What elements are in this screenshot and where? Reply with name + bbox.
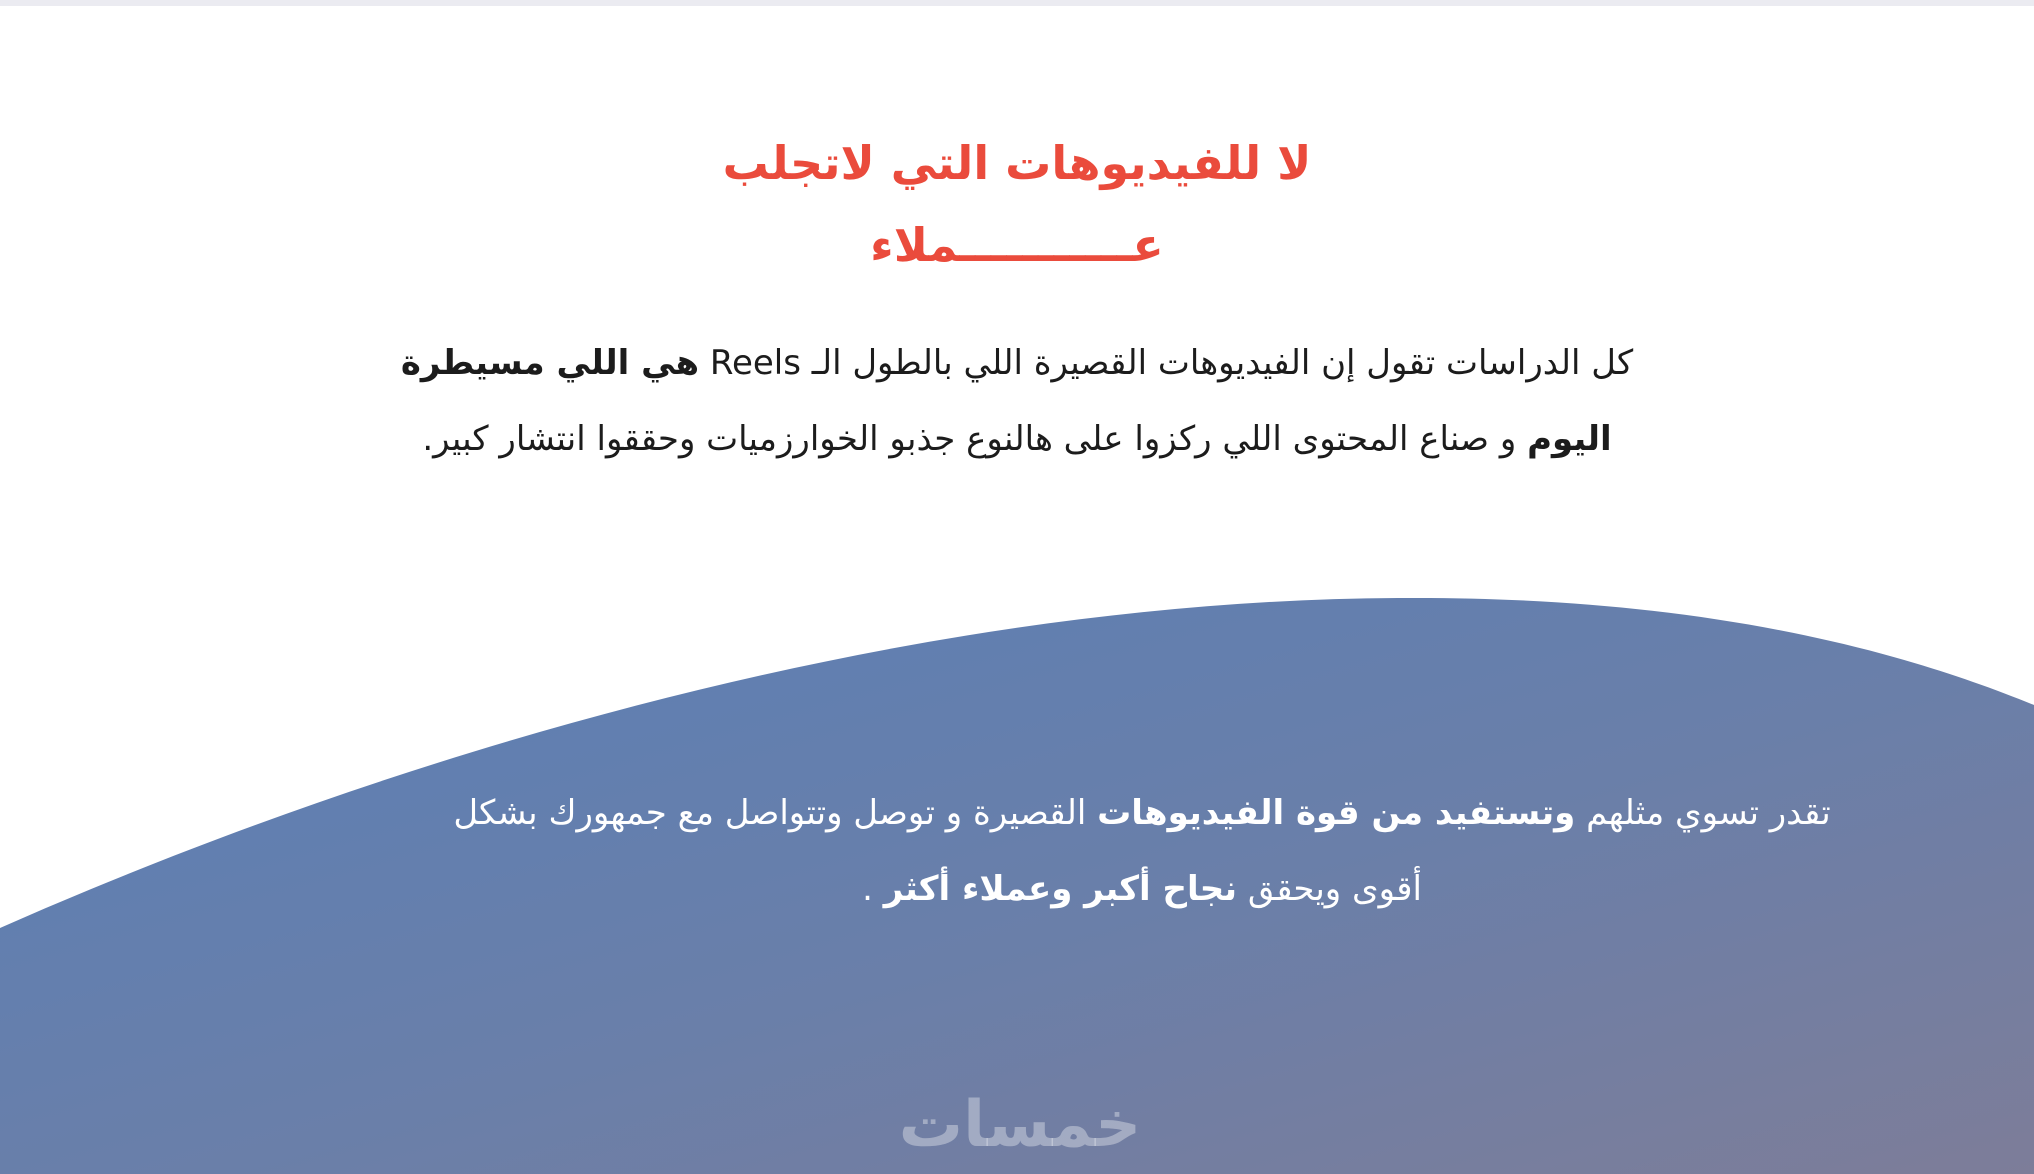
intro-text-1: كل الدراسات تقول إن الفيديوهات القصيرة اللي بالطول الـ Reels bbox=[709, 343, 1634, 383]
cta-text-2: القصيرة و توصل وتتواصل مع جمهورك بشكل أقوى ويحقق bbox=[453, 793, 1422, 909]
cta-text-3: . bbox=[862, 869, 873, 909]
watermark-text: خمسات bbox=[898, 1088, 1142, 1162]
khamsat-logo-icon bbox=[880, 1085, 1160, 1165]
headline-line-1: لا للفيديوهات التي لاتجلب bbox=[722, 136, 1312, 190]
cta-text-1: تقدر تسوي مثلهم bbox=[1586, 793, 1831, 833]
headline bbox=[567, 122, 1467, 286]
intro-text-2: و صناع المحتوى اللي ركزوا على هالنوع جذبو الخوارزميات وحققوا انتشار كبير. bbox=[422, 419, 1517, 459]
cta-bold-1: وتستفيد من قوة الفيديوهات bbox=[1097, 793, 1576, 833]
headline-line-2: عـــــــــــملاء bbox=[870, 218, 1164, 272]
intro-paragraph bbox=[367, 325, 1667, 477]
cta-paragraph bbox=[417, 775, 1867, 927]
cta-bold-2: نجاح أكبر وعملاء أكثر bbox=[883, 869, 1238, 909]
intro-bold-1: هي اللي مسيطرة اليوم bbox=[400, 343, 1612, 459]
